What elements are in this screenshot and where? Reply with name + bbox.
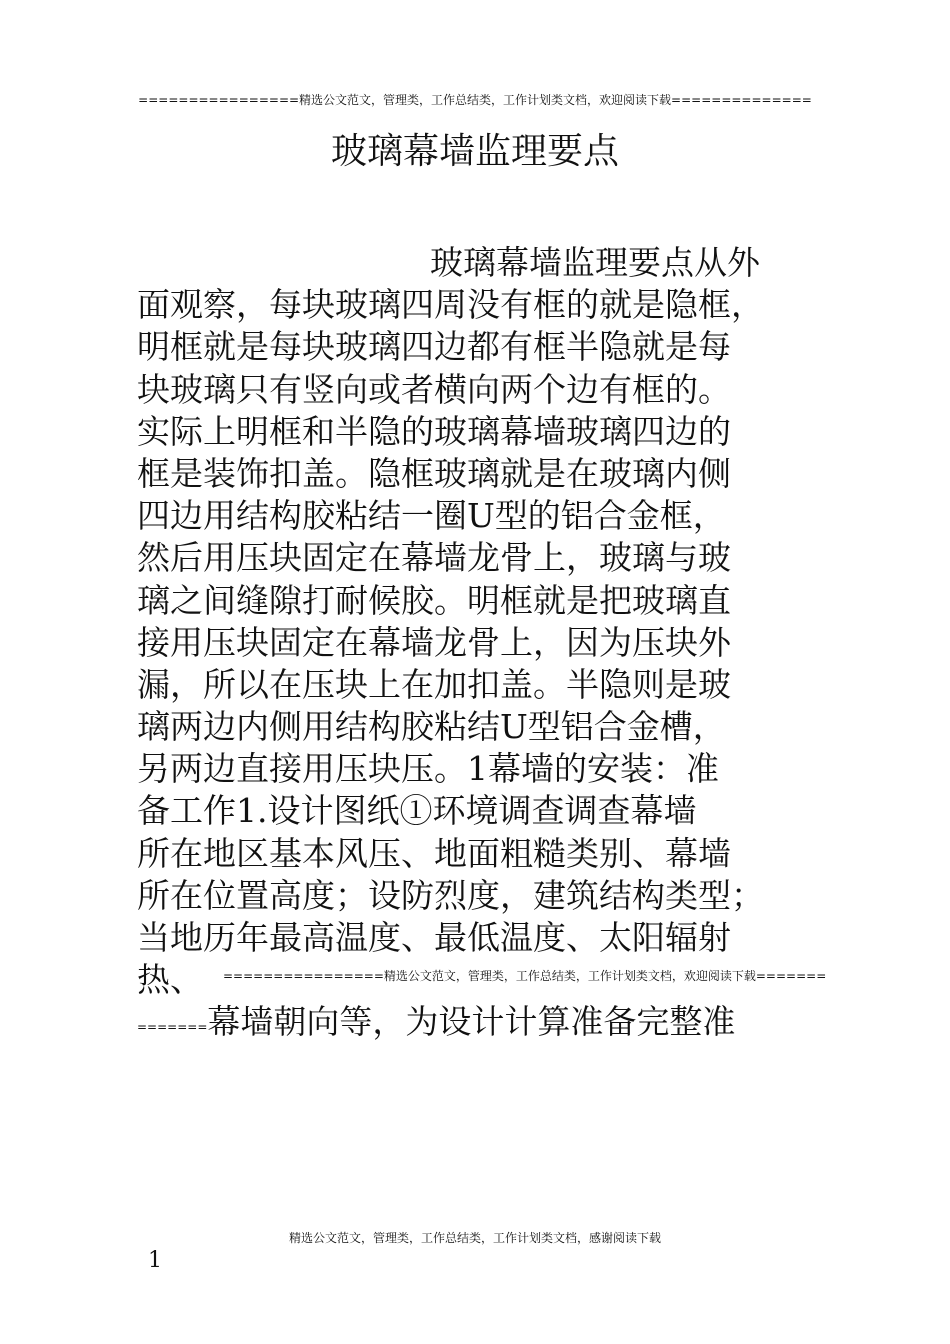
inline-banner: ================精选公文范文，管理类，工作总结类，工作计划类文档，欢迎阅读下载======= xyxy=(223,969,827,984)
inline-banner-tail: ======= xyxy=(137,1020,208,1035)
body-line: 备工作1.设计图纸①环境调查调查幕墙 xyxy=(137,791,697,831)
body-line: 明框就是每块玻璃四边都有框半隐就是每 xyxy=(137,327,731,367)
body-line-text: 热、 xyxy=(137,960,203,1000)
body-line-with-banner-tail xyxy=(137,1001,837,1043)
body-line: 当地历年最高温度、最低温度、太阳辐射 xyxy=(137,918,731,957)
page-number: 1 xyxy=(148,1248,162,1273)
body-line-text: 幕墙朝向等，为设计计算准备完整准 xyxy=(207,1002,736,1042)
body-line: 所在位置高度；设防烈度，建筑结构类型； xyxy=(137,875,764,915)
body-line: 框是装饰扣盖。隐框玻璃就是在玻璃内侧 xyxy=(137,453,731,493)
body-line: 璃之间缝隙打耐候胶。明框就是把玻璃直 xyxy=(137,580,731,620)
footer-text: 精选公文范文，管理类，工作总结类，工作计划类文档，感谢阅读下载 xyxy=(288,1231,661,1245)
body-line: 所在地区基本风压、地面粗糙类别、幕墙 xyxy=(137,833,731,873)
body-line: 璃两边内侧用结构胶粘结U型铝合金槽， xyxy=(137,707,726,747)
body-line: 另两边直接用压块压。1幕墙的安装：准 xyxy=(137,749,719,789)
body-line: 玻璃幕墙监理要点从外 xyxy=(430,243,760,282)
document-body xyxy=(137,242,837,1044)
body-line: 面观察，每块玻璃四周没有框的就是隐框， xyxy=(137,285,764,325)
header-banner: ================精选公文范文，管理类，工作总结类，工作计划类文档，欢迎阅读下载============== xyxy=(138,93,812,107)
body-line: 块玻璃只有竖向或者横向两个边有框的。 xyxy=(137,369,731,409)
body-line: 漏，所以在压块上在加扣盖。半隐则是玻 xyxy=(137,664,731,704)
document-title: 玻璃幕墙监理要点 xyxy=(330,131,619,172)
body-line: 四边用结构胶粘结一圈U型的铝合金框， xyxy=(137,496,726,536)
body-line-with-banner xyxy=(137,959,837,1001)
body-line: 实际上明框和半隐的玻璃幕墙玻璃四边的 xyxy=(137,411,731,451)
body-line: 然后用压块固定在幕墙龙骨上，玻璃与玻 xyxy=(137,538,731,578)
body-line: 接用压块固定在幕墙龙骨上，因为压块外 xyxy=(137,622,731,662)
